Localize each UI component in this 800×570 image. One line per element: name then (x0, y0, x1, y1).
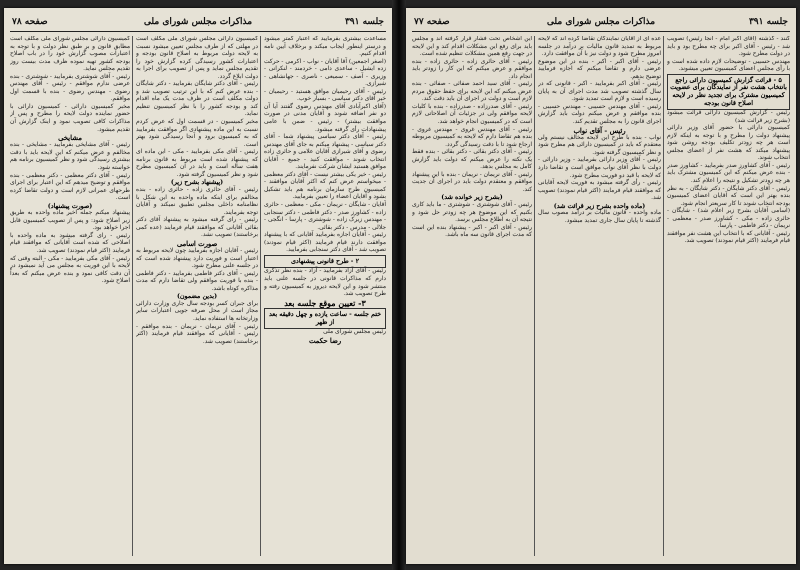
paragraph: (اسامی آقایان بشرح زیر اعلام شد) - شایگان - حائری زاده - مکی - کشاورز صدر - معظمی - نریمان - دکتر فاطمی - پارسا. (667, 208, 790, 230)
paragraph: رئیس - آقای رحیمیان موافق هستید - رحیمیان - خیر آقای دکتر سیاسی - بسیار خوب. (264, 88, 386, 103)
paragraph: رئیس - آقای دکتر فاطمی بفرمایید - دکتر فاطمی - بنده با فوریت موافقم ولی تقاضا دارم که مدت مذاکره کوتاه باشد. (136, 270, 258, 292)
sub-heading: (پیشنهاد بشرح زیر) (170, 179, 224, 187)
paragraph: کمیسیون دارائی مجلس شورای ملی مکلف است در مهلتی که از طرف مجلس تعیین میشود نسبت به لایحه دولت مربوط به اصلاح قانون بودجه و اعتبارات کشور رسیدگی کرده گزارش خود را تقدیم مجلس نماید و پس از تصویب برای اجرا به دولت ابلاغ گردد. (136, 36, 258, 80)
paragraph: عده ای از آقایان نمایندگان تقاضا کرده اند که لایحه مربوط به تمدید قانون مالیات بر درآمد در جلسه امروز مطرح شود و دولت نیز با آن موافقت دارد. (538, 36, 661, 58)
session-number: جلسه ۳۹۱ (344, 17, 384, 27)
left-page-column-2 (136, 36, 258, 558)
right-page-column-2 (538, 36, 661, 558)
column-divider (132, 36, 133, 556)
section-heading: مشایخی (58, 134, 82, 143)
paragraph: ماده واحده - قانون مالیات بر درآمد مصوب سال گذشته تا پایان سال جاری تمدید میشود. (538, 210, 661, 224)
major-heading: ۳- تعیین موقع جلسه بعد (284, 297, 366, 308)
column-divider (534, 36, 535, 556)
paragraph: رئیس - آقای دکتر بقائی - دکتر بقائی - بنده فقط یک نکته را عرض میکنم که دولت باید گزارش کامل به مجلس بدهد. (412, 149, 532, 171)
paragraph: مخبر کمیسیون - در قسمت اول که عرض کردم نسبت به این ماده پیشنهادی اگر موافقت بفرمایید که به کمیسیون برود و آنجا رسیدگی شود بهتر است. (136, 119, 258, 148)
paragraph: رئیس - آقای مهندس غروی - مهندس غروی - بنده هم تقاضا دارم که لایحه به کمیسیون مربوطه ارجاع شود تا با دقت رسیدگی گردد. (412, 126, 532, 148)
column-divider (663, 36, 664, 556)
boxed-heading: ۵ - قرائت گزارش کمیسیون دارائی راجع بانتخاب هشت نفر از نمایندگان برای عضویت کمیسیون مشترک برای تجدید نظر در لایحه اصلاح قانون بودجه (667, 74, 790, 110)
page-title: مذاکرات مجلس شورای ملی (143, 17, 253, 27)
paragraph: پیشنهاد میکنم جمله اخیر ماده واحده به طریق زیر اصلاح شود: و پس از تصویب کمیسیون قابل اجرا خواهد بود. (10, 210, 130, 232)
paragraph: رئیس - آقای مکی بفرمایید - مکی - البته وقتی که لایحه با این فوریت به مجلس می آید نمیشود در آن دقت کافی نمود و بنده عرض میکنم که بعداً اصلاح شود. (10, 255, 130, 285)
sub-heading: (صورت پیشنهاد) (47, 202, 93, 210)
paragraph: رئیس - رای گرفته میشود به ماده واحده با اصلاحی که شده است آقایانی که موافقند قیام فرمایند (اکثر قیام نمودند) تصویب شد. (10, 232, 130, 255)
paragraph: رئیس - آقای دکتر سیاسی پیشنهاد شما - آقای دکتر سیاسی - پیشنهاد میکنم به جای آقای مهندس رضوی و آقای شیرازی آقایان علامی و حائری زاده انتخاب شوند - موافقت کنید - جمیع - آقایان موافق هستید ایشان شرکت نفرمایند. (264, 134, 386, 171)
paragraph: رئیس - آقایان اجازه بفرمایید چون لایحه مربوط به اعتبار است و فوریت دارد پیشنهاد شده است که در جلسه علنی مطرح شود. (136, 248, 258, 270)
paragraph: رئیس - آقای شوشتری بفرمایید - شوشتری - بنده عرضی ندارم موافقم - رئیس - آقای مهندس رضوی - مهندس رضوی - بنده با قسمت اول موافقم. (10, 73, 130, 103)
session-number: جلسه ۳۹۱ (748, 17, 788, 27)
paragraph: رئیس - آقای سید احمد صفائی - صفائی - بنده عرض میکنم که این لایحه برای حفظ حقوق مردم لازم است و دولت در اجرای آن باید دقت کند. (412, 81, 532, 103)
paragraph: رئیس - آقایانی که با انتخاب این هشت نفر موافقند قیام فرمایند (اکثر قیام نمودند) تصویب شد. (667, 230, 790, 245)
paragraph: رئیس - آقای صدرزاده - صدرزاده - بنده با کلیات لایحه موافقم ولی در جزئیات آن اصلاحاتی لازم است که در کمیسیون انجام خواهد شد. (412, 103, 532, 126)
paragraph: برای جبران کسر بودجه سال جاری وزارت دارائی مجاز است از محل صرفه جویی اعتبارات سایر وزارتخانه ها استفاده نماید. (136, 300, 258, 322)
paragraph: رئیس - آقای شوشتری - شوشتری - ما باید کاری بکنیم که این موضوع هر چه زودتر حل شود و نتیجه آن به اطلاع مجلس برسد. (412, 202, 532, 224)
page-number: صفحه ۷۸ (12, 17, 48, 27)
paragraph: مهندس حسیبی - توضیحات لازم داده شده است و با رأی مجلس اعضای کمیسیون تعیین میشوند. (667, 58, 790, 73)
boxed-heading: ختم جلسه - ساعت یازده و چهل دقیقه بعد از ظهر (264, 308, 386, 329)
sub-heading: (بشرح زیر خوانده شد) (441, 194, 503, 202)
paragraph: مخبر کمیسیون دارائی - کمیسیون دارائی با حضور نماینده دولت لایحه را مطرح و پس از مذاکرات کافی تصویب نمود و اینک گزارش آن تقدیم میشود. (10, 103, 130, 133)
right-page-column-3 (412, 36, 532, 558)
paragraph: کمیسیون دارائی مجلس شورای ملی مکلف است مطابق قانون و بر طبق نظر دولت و با توجه به اعتبارات مصوب گزارش خود را در باب اصلاح بودجه کشور تهیه نموده ظرف مدت بیست روز تقدیم مجلس نماید. (10, 36, 130, 73)
section-heading: رضا حکمت (308, 336, 342, 345)
paragraph: آقایان - شایگان - نریمان - مکی - معظمی - حائری زاده - کشاورز صدر - دکتر فاطمی - دکتر سنجابی - مهندس زیرک زاده - شوشتری - پارسا - انگجی - جلالی - مدرس - دکتر بقائی. (264, 202, 386, 231)
paragraph: (اصغر اجمعین) آقا آقایان - نواب - اکرمی - حرکت زده ایشیل - ساعدی دامی - خردمند - لنکرانی - وزیری - آصف - سمیعی - ناصری - جهانشاهی - شیرازی. (264, 58, 386, 88)
paragraph: رئیس - آقای مکی بفرمایید - مکی - این ماده ای که پیشنهاد شده است مربوط به قانون برنامه هفت ساله است و باید در آن کمیسیون مطرح شود و نظر کمیسیون گرفته شود. (136, 149, 258, 178)
paragraph: رئیس - آقای مشایخی بفرمایید - مشایخی - بنده مخالفم و عرض میکنم که این لایحه باید با دقت بیشتری رسیدگی شود و نظر کمیسیون برنامه هم خواسته شود. (10, 142, 130, 171)
page-title: مذاکرات مجلس شورای ملی (546, 17, 656, 27)
paragraph: رئیس - آقای دکتر شایگان - دکتر شایگان - به نظر بنده بهتر این است که آقایان اعضای کمیسیون بودجه انتخاب شوند تا کار سریعتر انجام شود. (667, 185, 790, 207)
paragraph: رئیس - آقای حائری زاده - حائری زاده - بنده موافقم و عرض میکنم که این کار را زودتر باید انجام داد. (412, 58, 532, 80)
right-page-header (414, 14, 788, 30)
paragraph: مساعدت بیشتری بفرمایید که اعتبار کمتر میشود و درستر اینطور ایجاب میکند و برخلاف آیین نامه اقدام کنیم. (264, 36, 386, 58)
paragraph: رئیس - آقای دکتر شایگان بفرمایید - دکتر شایگان - بنده عرض کنم که با این ترتیب تصویب شد و دولت مکلف است در ظرف مدت یک ماه اقدام کند و بودجه کشور را با نظر کمیسیون تنظیم نماید. (136, 81, 258, 118)
paragraph: رئیس - آقای نریمان - نریمان - بنده با این پیشنهاد موافقم و معتقدم دولت باید در اجرای آن جدیت کند. (412, 171, 532, 193)
boxed-heading: ۲ - طرح قانونی پیشنهادی (264, 255, 386, 269)
paragraph: رئیس - آقای حائری زاده - حائری زاده - بنده مخالفم برای اینکه ماده واحده به این شکل با نظامنامه داخلی مجلس تطبیق نمیکند و آقایان توجه بفرمایند. (136, 186, 258, 216)
section-heading: صورت اسامی (176, 239, 218, 248)
paragraph: رئیس - آقای وزیر دارائی بفرمایید - وزیر دارائی - دولت با نظر آقای نواب موافق است و تقاضا دارد که لایحه با قید دو فوریت مطرح شود. (538, 157, 661, 179)
paragraph: رئیس - آقای اکبر - اکبر - بنده در این موضوع عرضی دارم و تقاضا میکنم که اجازه فرمایید توضیح بدهم. (538, 58, 661, 80)
paragraph: کنند - گذشته (آقای اکبر امام - آنجا رئیس) تصویب شد - رئیس - آقای اکبر برای چه مطرح بود و باید در دولت مطرح شود. (667, 36, 790, 58)
left-page-column-3 (10, 36, 130, 558)
paragraph: رئیس - آقای کشاورز صدر بفرمایید - کشاورز صدر - بنده عرض میکنم که این کمیسیون مشترک باید هر چه زودتر تشکیل و نتیجه را اعلام کند. (667, 162, 790, 185)
paragraph: رئیس مجلس شورای ملی (323, 329, 386, 336)
right-page (406, 8, 796, 564)
column-divider (260, 36, 261, 556)
paragraph: رئیس - آقای اکبر - اکبر - پیشنهاد بنده این است که مدت اجرای قانون سه ماه باشد. (412, 224, 532, 239)
paragraph: نواب - بنده با طرح این لایحه مخالف نیستم ولی معتقدم که باید در کمیسیون دارائی هم مطرح شود و نظر کمیسیون گرفته شود. (538, 134, 661, 156)
paragraph: رئیس - آقایان اجازه بفرمایید آقایانی که با پیشنهاد موافقت دارند قیام فرمایند (اکثر قیام نمودند) تصویب شد - آقای دکتر سنجابی بفرمایید. (264, 232, 386, 254)
paragraph: رئیس - آقای اکبر بفرمایید - اکبر - قانونی که در سال گذشته تصویب شد مدت اجرای آن به پایان رسیده است و لازم است تمدید شود. (538, 81, 661, 103)
paragraph: رئیس - رأی گرفته میشود به فوریت لایحه آقایانی که موافقند قیام فرمایند (اکثر قیام نمودند) تصویب شد. (538, 180, 661, 202)
paragraph: کمیسیون دارائی با حضور آقای وزیر دارائی پیشنهاد دولت را مطرح و با توجه به اینکه لازم است هر چه زودتر تکلیف بودجه روشن شود پیشنهاد میکند که هشت نفر از اعضای مجلس انتخاب شوند. (667, 125, 790, 162)
header-rule (412, 31, 790, 32)
sub-heading: (ماده واحده بشرح زیر قرائت شد) (553, 202, 646, 210)
paragraph: این اشخاص تحت فشار قرار گرفته اند و مجلس باید برای رفع این مشکلات اقدام کند و این لایحه در جهت رفع همین مشکلات تنظیم شده است. (412, 36, 532, 58)
sub-heading: (بدین مضمون) (176, 293, 218, 301)
paragraph: رئیس - خیر یکی بیشتر نیست - آقای دکتر معظمی - میخواستم عرض کنم که اکثر آقایان موافقند - کمیسیون طرح سازمان برنامه هم باید تشکیل بشود و آقایان اعضاء را تعیین بفرمایید. (264, 171, 386, 201)
paragraph: رئیس - رای گرفته میشود به پیشنهاد آقای دکتر بقائی آقایانی که موافقند قیام فرمایند (عده کمی برخاستند) تصویب نشد. (136, 217, 258, 239)
paragraph: (آقای اکبرآبادی آقای مهندس رضوی گفتند آیا آن دو نفر اضافه شوند و آقایان مدنی در صورت موافقت بیشتر) - رئیس - ضمن با عامی پیشنهادات رأی گرفته میشود. (264, 103, 386, 133)
right-page-column-1 (667, 36, 790, 558)
book-gutter (392, 0, 406, 570)
header-rule (10, 31, 386, 32)
paragraph: رئیس - آقای نریمان - نریمان - بنده موافقم - رئیس - آقایانی که موافقند قیام فرمایند (اکثر برخاستند) تصویب شد. (136, 323, 258, 345)
left-page-header (12, 14, 384, 30)
left-page-column-1 (264, 36, 386, 558)
paragraph: رئیس - آقای مهندس حسیبی - مهندس حسیبی - بنده موافقم و عرض میکنم دولت باید گزارش اجرای قانون را به مجلس تقدیم کند. (538, 103, 661, 126)
page-number: صفحه ۷۷ (414, 17, 450, 27)
left-page (4, 8, 392, 564)
paragraph: رئیس - گزارش کمیسیون دارائی قرائت میشود (بشرح زیر قرائت شد) (667, 110, 790, 124)
section-heading: رئیس - آقای نواب (573, 126, 626, 135)
paragraph: رئیس - آقای آزاد بفرمایید - آزاد - بنده نظر تذکری دارم که مذاکرات قانونی در جلسه علنی باید منتشر شود و این لایحه دیروز به کمیسیون رفته و طرح تصویب شد. (264, 268, 386, 298)
paragraph: رئیس - آقای دکتر معظمی - دکتر معظمی - بنده موافقم و توضیح میدهم که این اعتبار برای اجرای طرحهای عمرانی لازم است و دولت تقاضا کرده است. (10, 172, 130, 202)
